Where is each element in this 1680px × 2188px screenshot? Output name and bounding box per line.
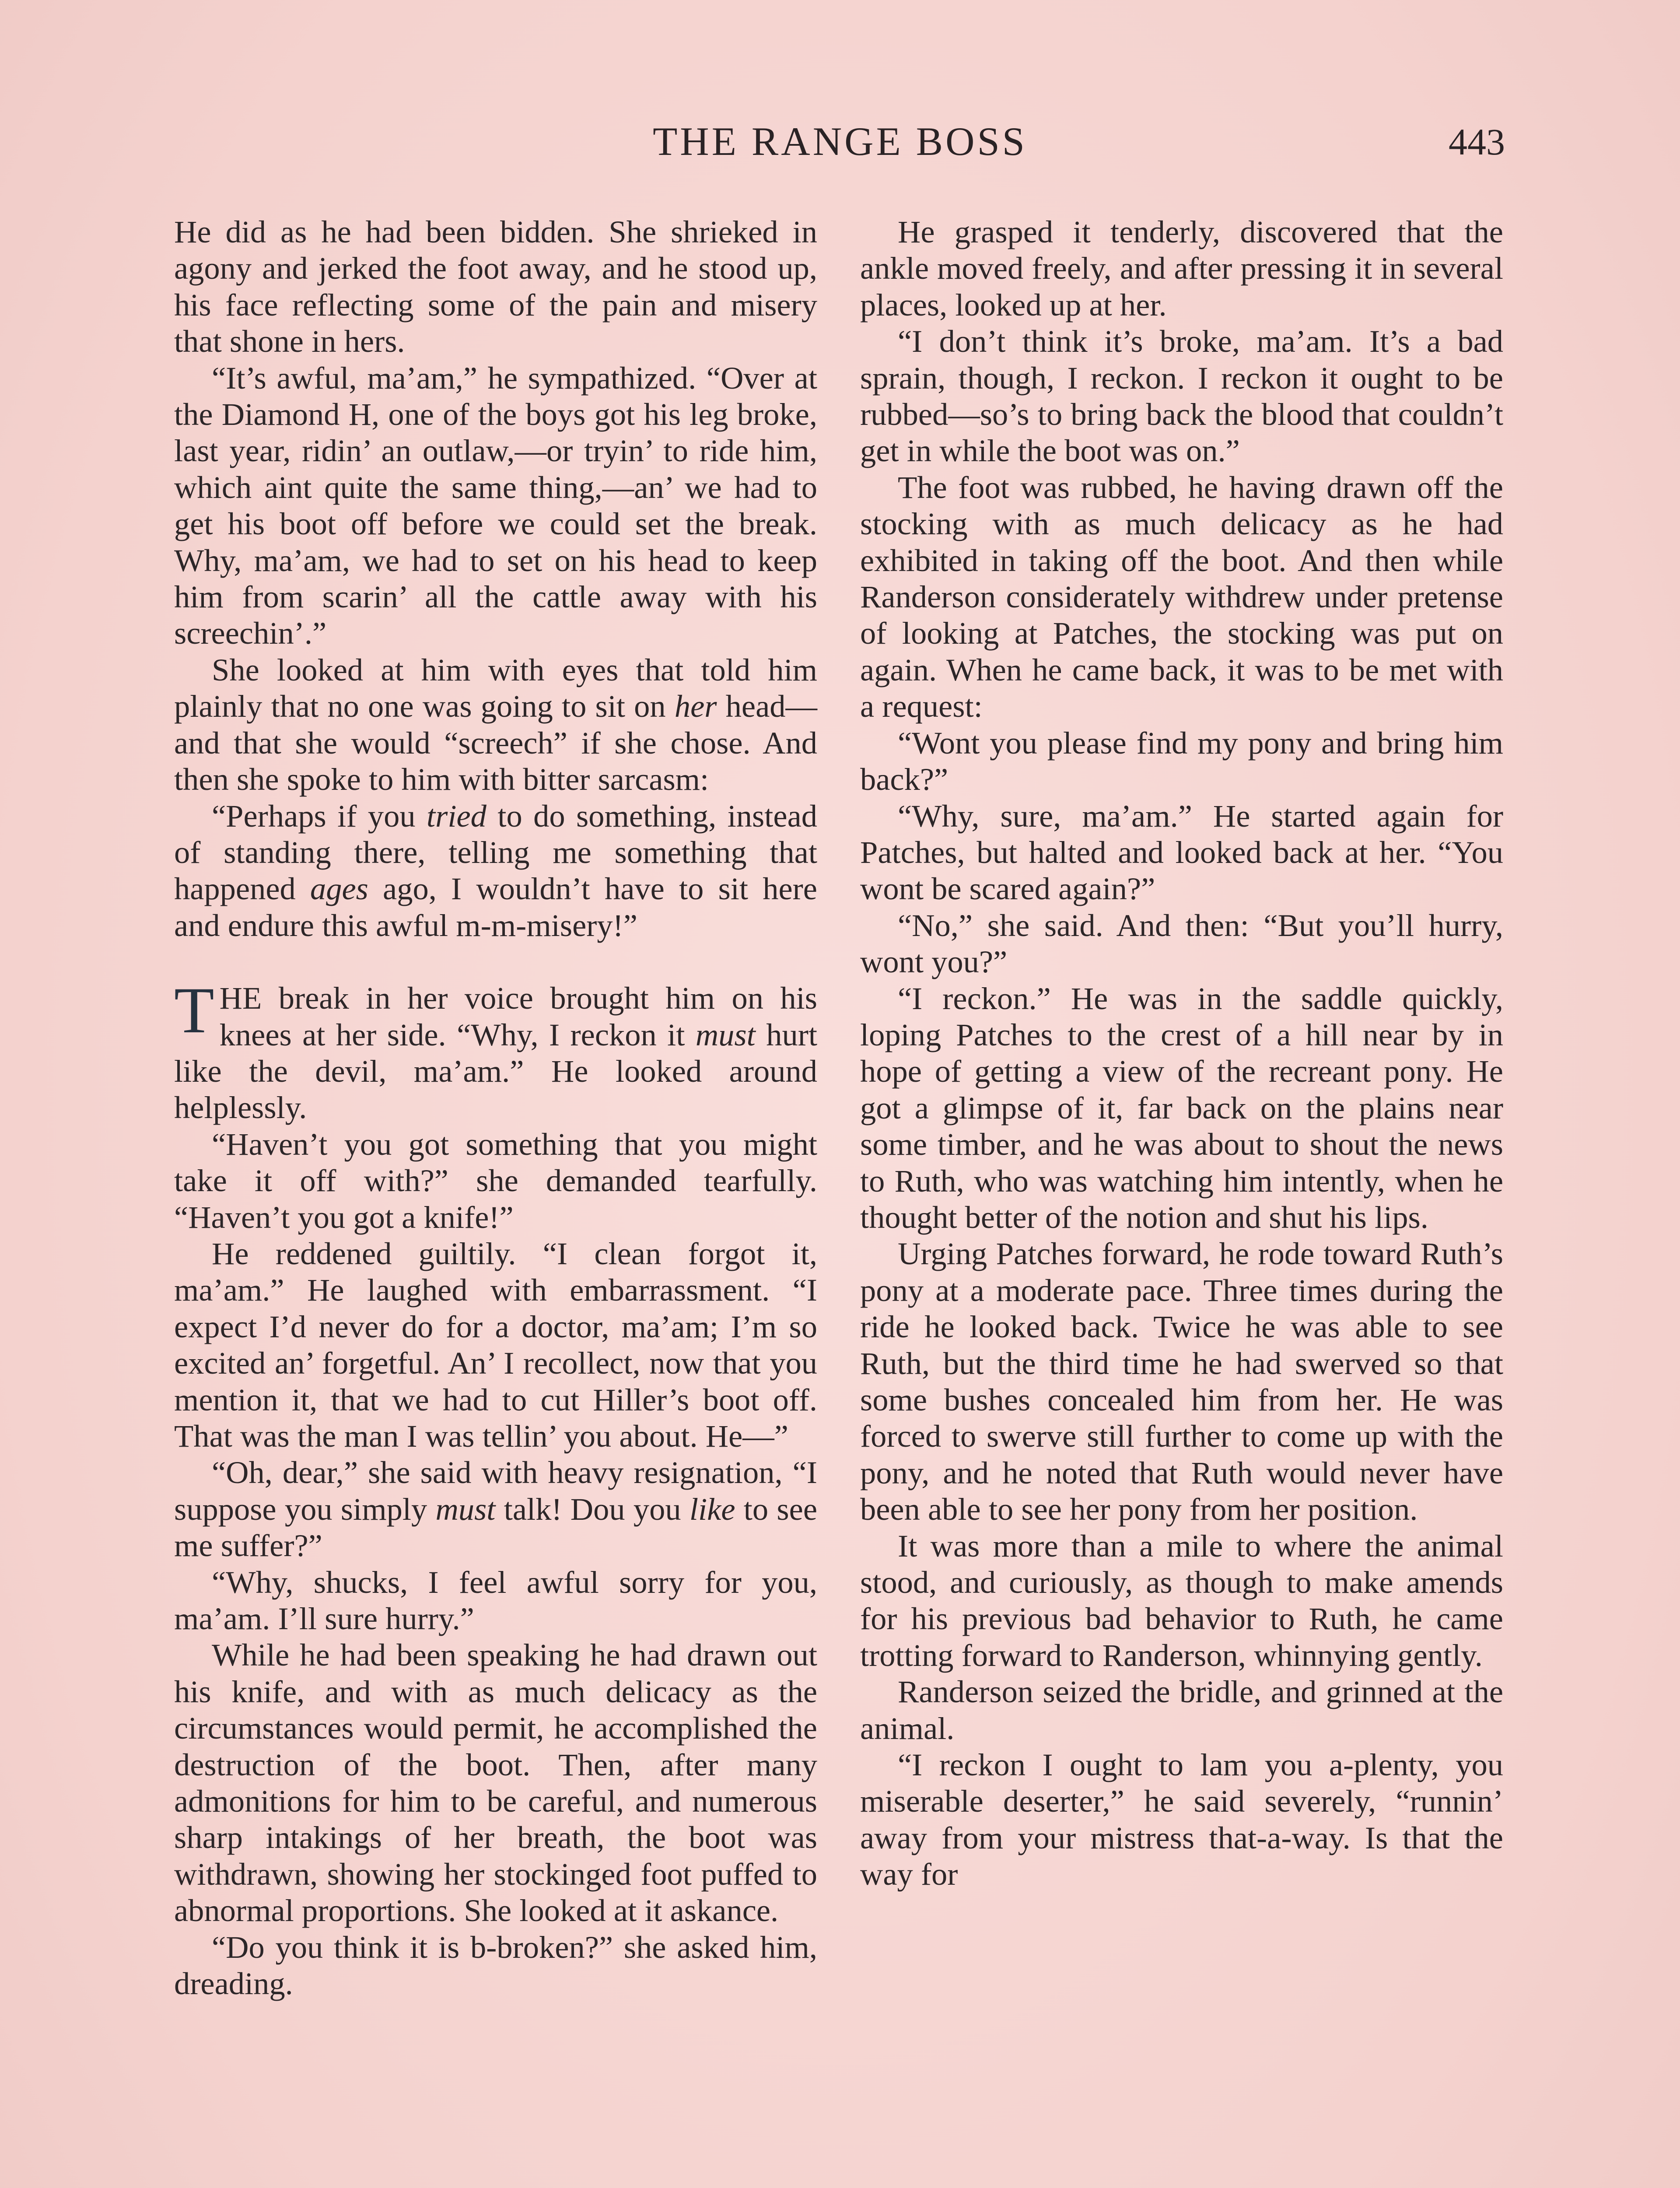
running-head — [0, 118, 1680, 171]
page-number: 443 — [1449, 121, 1505, 163]
emphasis: must — [695, 1017, 756, 1052]
paragraph: It was more than a mile to where the animal stood, and curiously, as though to make amends for his previous bad behavior to Ruth, he came trotting forward to Randerson, whinnying gently. — [860, 1528, 1503, 1673]
paragraph: He did as he had been bidden. She shrieked in agony and jerked the foot away, and he stood up, his face reflecting some of the pain and misery that shone in hers. — [174, 214, 817, 359]
paragraph: He grasped it tenderly, discovered that the ankle moved freely, and after pressing it in several places, looked up at her. — [860, 214, 1503, 323]
paragraph: The foot was rubbed, he having drawn off the stocking with as much delicacy as he had exhibited in taking off the boot. And then while Randerson considerately withdrew under pretense of looking at Patches, the stocking was put on again. When he came back, it was to be met with a request: — [860, 469, 1503, 724]
page-title: THE RANGE BOSS — [653, 119, 1027, 164]
emphasis: ages — [310, 871, 368, 907]
paragraph: “Why, sure, ma’am.” He started again for Patches, but halted and looked back at her. “You wont be scared again?” — [860, 798, 1503, 907]
paragraph: “Why, shucks, I feel awful sorry for you, ma’am. I’ll sure hurry.” — [174, 1564, 817, 1637]
paragraph: “I reckon.” He was in the saddle quickly, loping Patches to the crest of a hill near by in hope of getting a view of the recreant pony. He got a glimpse of it, far back on the plains near some timber, and he was about to shout the news to Ruth, who was watching him intently, when he thought better of the notion and shut his lips. — [860, 980, 1503, 1235]
paragraph: While he had been speaking he had drawn out his knife, and with as much delicacy as the circumstances would permit, he accomplished the destruction of the boot. Then, after many admonitions for him to be careful, and numerous sharp intakings of her breath, the boot was withdrawn, showing her stockinged foot puffed to abnormal proportions. She looked at it askance. — [174, 1637, 817, 1929]
paragraph: She looked at him with eyes that told him plainly that no one was going to sit on her head—and that she would “screech” if she chose. And then she spoke to him with bitter sarcasm: — [174, 652, 818, 797]
paragraph: “Haven’t you got something that you might take it off with?” she demanded tearfully. “Haven’t you got a knife!” — [174, 1126, 817, 1235]
paragraph: Randerson seized the bridle, and grinned at the animal. — [860, 1674, 1503, 1746]
emphasis: must — [435, 1491, 496, 1527]
paragraph: He reddened guiltily. “I clean forgot it, ma’am.” He laughed with embarrassment. “I expect I’d never do for a doctor, ma’am; I’m so excited an’ forgetful. An’ I recollect, now that you mention it, that we had to cut Hiller’s boot off. That was the man I was tellin’ you about. He—” — [174, 1235, 817, 1454]
paragraph: “It’s awful, ma’am,” he sympathized. “Over at the Diamond H, one of the boys got his leg broke, last year, ridin’ an outlaw,—or tryin’ to ride him, which aint quite the same thing,—an’ we had to get his boot off before we could set the break. Why, ma’am, we had to set on his head to keep him from scarin’ all the cattle away with his screechin’.” — [174, 360, 817, 651]
emphasis: like — [689, 1491, 735, 1527]
paragraph: “Perhaps if you tried to do something, instead of standing there, telling me something that happened ages ago, I wouldn’t have to sit here and endure this awful m-m-misery!” — [174, 798, 817, 943]
paragraph: “No,” she said. And then: “But you’ll hurry, wont you?” — [860, 907, 1503, 980]
paragraph-with-drop-cap: THE break in her voice brought him on his knees at her side. “Why, I reckon it must hurt like the devil, ma’am.” He looked around helplessly. — [174, 974, 817, 1126]
paragraph: “I reckon I ought to lam you a-plenty, you miserable deserter,” he said severely, “runnin’ away from your mistress that-a-way. Is that the way for — [860, 1747, 1503, 1892]
drop-cap: T — [174, 974, 214, 1047]
right-column — [860, 214, 1503, 1893]
emphasis: her — [674, 688, 717, 724]
left-column — [174, 214, 817, 2002]
emphasis: tried — [426, 798, 486, 834]
paragraph: “I don’t think it’s broke, ma’am. It’s a bad sprain, though, I reckon. I reckon it ought to be rubbed—so’s to bring back the blood that couldn’t get in while the boot was on.” — [860, 323, 1503, 469]
paragraph: “Oh, dear,” she said with heavy resignation, “I suppose you simply must talk! Dou you like to see me suffer?” — [174, 1455, 817, 1564]
paragraph: Urging Patches forward, he rode toward Ruth’s pony at a moderate pace. Three times during the ride he looked back. Twice he was able to see Ruth, but the third time he had swerved so that some bushes concealed him from her. He was forced to swerve still further to come up with the pony, and he noted that Ruth would never have been able to see her pony from her position. — [860, 1236, 1503, 1527]
paragraph: “Do you think it is b-broken?” she asked him, dreading. — [174, 1929, 817, 2002]
paragraph: “Wont you please find my pony and bring him back?” — [860, 725, 1503, 797]
